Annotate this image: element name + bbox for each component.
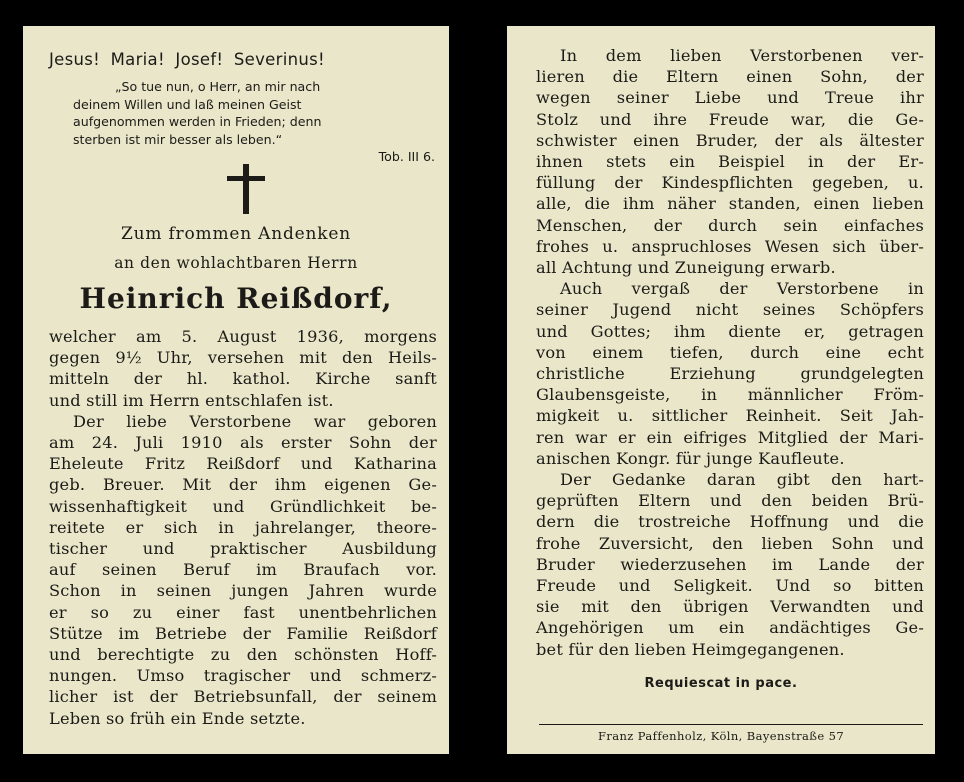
text-line: mitteln der hl. kathol. Kirche sanft [49, 369, 437, 389]
text-line: lieren die Eltern einen Sohn, der [536, 67, 924, 87]
text-line: Leben so früh ein Ende setzte. [49, 708, 306, 728]
invocation-heading: Jesus! Maria! Josef! Severinus! [49, 50, 325, 69]
memorial-title: Zum frommen Andenken [120, 224, 352, 244]
text-line: Auch vergaß der Verstorbene in [560, 279, 924, 299]
text-line: Angehörigen um ein andächtiges Ge- [536, 618, 924, 638]
text-line: ihnen stets ein Beispiel in der Er- [536, 152, 924, 172]
text-line: geprüften Eltern und den beiden Brü- [536, 491, 924, 511]
deceased-name: Heinrich Reißdorf, [79, 282, 393, 315]
text-line: bet für den lieben Heimgegangenen. [536, 639, 845, 659]
text-line: In dem lieben Verstorbenen ver- [560, 46, 924, 65]
imprint-divider [539, 724, 923, 725]
text-line: tischer und praktischer Ausbildung [49, 539, 437, 559]
left-page [23, 26, 449, 754]
text-line: nungen. Umso tragischer und schmerz- [49, 666, 437, 686]
text-line: wissenhaftigkeit und Gründlichkeit be- [49, 496, 437, 516]
text-line: ren war er ein eifriges Mitglied der Mari- [536, 427, 924, 447]
text-line: dern die trostreiche Hoffnung und die [536, 512, 924, 532]
text-line: Eheleute Fritz Reißdorf und Katharina [49, 454, 437, 474]
quote-line: deinem Willen und laß meinen Geist [73, 96, 302, 112]
right-body-text [536, 45, 924, 660]
text-line: gegen 9½ Uhr, versehen mit den Heils- [49, 348, 437, 368]
text-line: christliche Erziehung grundgelegten [536, 364, 924, 384]
text-line: geb. Breuer. Mit der ihm eigenen Ge- [49, 475, 437, 495]
text-line: Stolz und ihre Freude war, die Ge- [536, 109, 924, 129]
text-line: reitete er sich in jahrelanger, theore- [49, 517, 437, 537]
text-line: Der Gedanke daran gibt den hart- [560, 470, 924, 490]
text-line: und Gottes; ihm diente er, getragen [536, 321, 924, 341]
text-line: Der liebe Verstorbene war geboren [73, 411, 437, 431]
text-line: Stütze im Betriebe der Familie Reißdorf [49, 623, 437, 643]
cross-icon [227, 164, 265, 214]
text-line: schwister einen Bruder, der als ältester [536, 130, 924, 150]
text-line: migkeit u. sittlicher Reinheit. Seit Jah- [536, 406, 924, 426]
text-line: anischen Kongr. für junge Kaufleute. [536, 448, 845, 468]
text-line: er so zu einer fast unentbehrlichen [49, 602, 437, 622]
text-line: licher ist der Betriebsunfall, der seinem [49, 687, 437, 707]
text-line: wegen seiner Liebe und Treue ihr [536, 88, 924, 108]
text-line: von einem tiefen, durch eine echt [536, 342, 924, 362]
quote-line: aufgenommen werden in Frieden; denn [73, 114, 322, 129]
text-line: Freude und Seligkeit. Und so bitten [536, 576, 924, 596]
text-line: frohe Zuversicht, den lieben Sohn und [536, 533, 924, 553]
quote-source: Tob. III 6. [378, 149, 435, 164]
printer-imprint: Franz Paffenholz, Köln, Bayenstraße 57 [597, 729, 845, 743]
text-line: all Achtung und Zuneigung erwarb. [536, 258, 836, 278]
closing-blessing: Requiescat in pace. [644, 676, 798, 691]
scripture-quote [73, 78, 443, 166]
quote-line: sterben ist mir besser als leben.“ [73, 131, 283, 147]
text-line: Bruder wiederzusehen im Lande der [536, 554, 924, 574]
text-line: am 24. Juli 1910 als erster Sohn der [49, 433, 437, 453]
text-line: auf seinen Beruf im Braufach vor. [49, 560, 437, 580]
text-line: sie mit den übrigen Verwandten und [536, 597, 924, 617]
text-line: frohes u. anspruchloses Wesen sich über- [536, 236, 924, 256]
memorial-subtitle: an den wohlachtbaren Herrn [114, 254, 358, 272]
text-line: Glaubensgeiste, in männlicher Fröm- [536, 385, 924, 405]
text-line: welcher am 5. August 1936, morgens [49, 327, 437, 346]
left-body-text [49, 326, 437, 729]
quote-line: „So tue nun, o Herr, an mir nach [115, 79, 321, 94]
text-line: und berechtigte zu den schönsten Hoff- [49, 645, 437, 665]
text-line: Schon in seinen jungen Jahren wurde [49, 581, 437, 601]
text-line: füllung der Kindespflichten gegeben, u. [536, 173, 924, 193]
text-line: Menschen, der durch sein einfaches [536, 215, 924, 235]
right-page [507, 26, 935, 754]
text-line: seiner Jugend nicht seines Schöpfers [536, 300, 924, 320]
text-line: und still im Herrn entschlafen ist. [49, 390, 334, 410]
text-line: alle, die ihm näher standen, einen lieben [536, 194, 924, 214]
